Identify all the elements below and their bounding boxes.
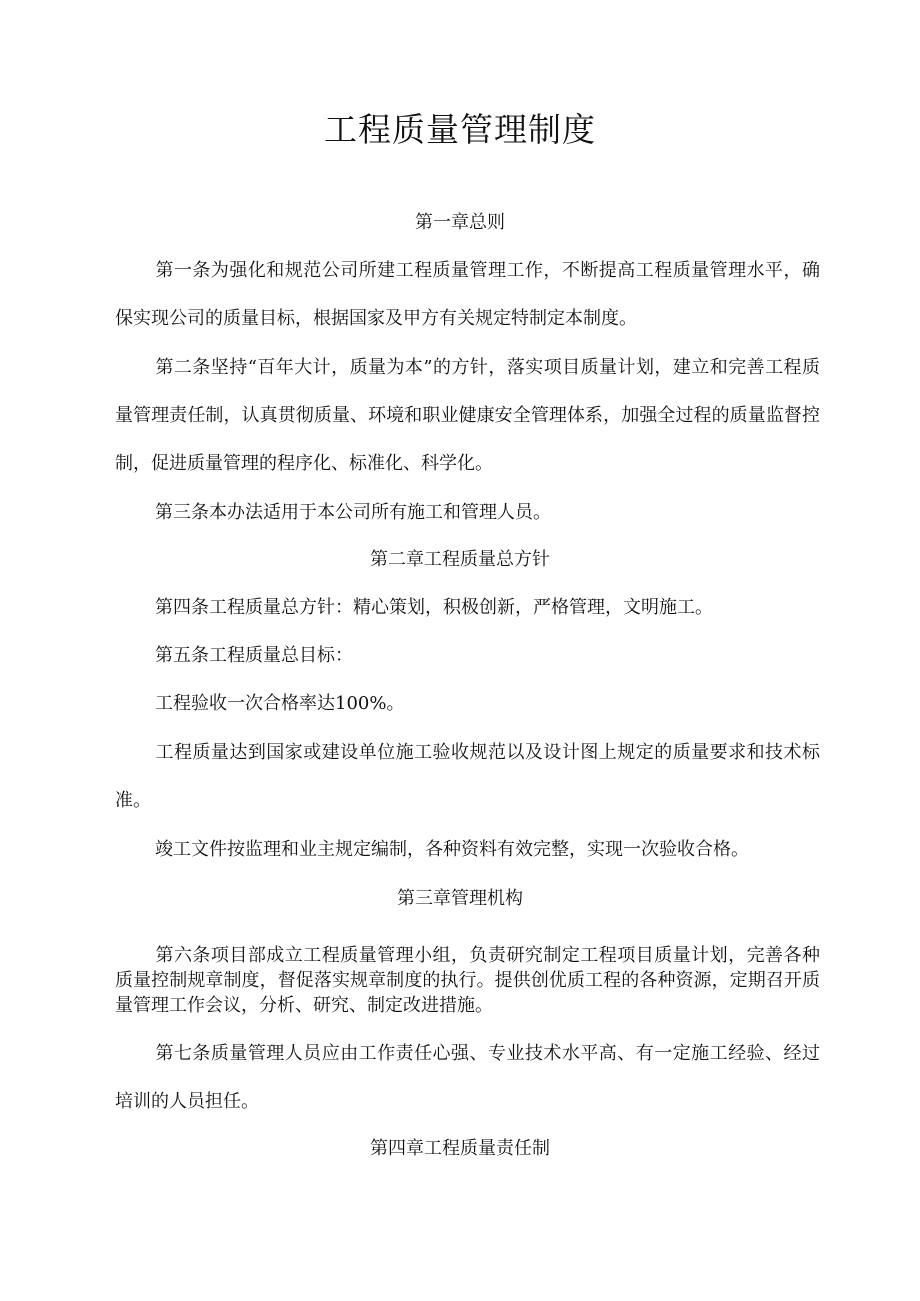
article-6-text: 第六条项目部成立工程质量管理小组，负责研究制定工程项目质量计划，完善各种质量控制规章制度，督促落实规章制度的执行。提供创优质工程的各种资源，定期召开质量管理工作会议，分析、研究、制定改进措施。	[115, 945, 820, 1016]
article-7-text: 第七条质量管理人员应由工作责任心强、专业技术水平高、有一定施工经验、经过培训的人员担任。	[115, 1043, 820, 1112]
chapter-heading-2: 第二章工程质量总方针	[370, 549, 550, 570]
article-5	[115, 632, 820, 680]
document-title: 工程质量管理制度	[324, 110, 596, 149]
article-1	[115, 247, 820, 343]
chapter-heading-1: 第一章总则	[415, 212, 505, 233]
target-quality-standard	[115, 729, 820, 825]
article-7	[115, 1030, 820, 1126]
target-acceptance-rate	[115, 680, 820, 728]
article-6	[115, 943, 820, 1018]
chapter-heading-3: 第三章管理机构	[397, 888, 523, 909]
article-3-text: 第三条本办法适用于本公司所有施工和管理人员。	[155, 502, 551, 523]
target-quality-standard-text: 工程质量达到国家或建设单位施工验收规范以及设计图上规定的质量要求和技术标准。	[115, 742, 820, 811]
article-3	[115, 489, 820, 537]
target-acceptance-rate-text: 工程验收一次合格率达100%。	[155, 693, 405, 714]
article-2-text: 第二条坚持“百年大计，质量为本”的方针，落实项目质量计划，建立和完善工程质量管理责任制，认真贯彻质量、环境和职业健康安全管理体系，加强全过程的质量监督控制，促进质量管理的程序化、标准化、科学化。	[115, 357, 820, 474]
target-completion-documents	[115, 826, 820, 874]
article-5-text: 第五条工程质量总目标：	[155, 645, 353, 666]
article-4	[115, 584, 820, 632]
article-2	[115, 344, 820, 488]
article-1-text: 第一条为强化和规范公司所建工程质量管理工作，不断提高工程质量管理水平，确保实现公司的质量目标，根据国家及甲方有关规定特制定本制度。	[115, 260, 820, 329]
target-completion-documents-text: 竣工文件按监理和业主规定编制，各种资料有效完整，实现一次验收合格。	[155, 839, 749, 860]
chapter-heading-4: 第四章工程质量责任制	[370, 1138, 550, 1159]
article-4-text: 第四条工程质量总方针：精心策划，积极创新，严格管理，文明施工。	[155, 597, 713, 618]
